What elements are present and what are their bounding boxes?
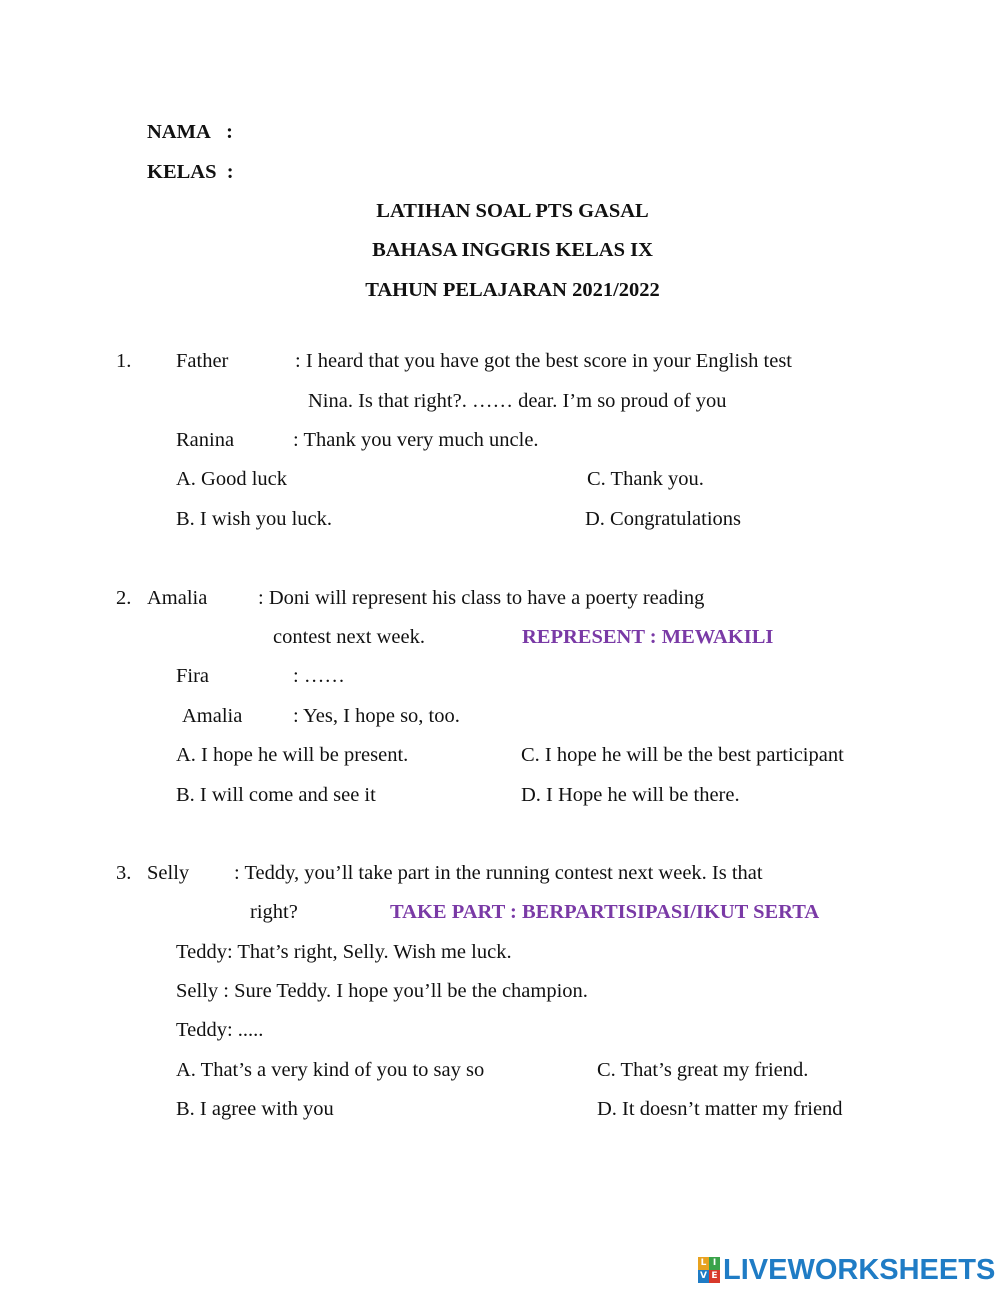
dialogue-line: contest next week. xyxy=(273,626,425,648)
option-c[interactable]: C. I hope he will be the best participant xyxy=(521,744,844,766)
option-d[interactable]: D. It doesn’t matter my friend xyxy=(597,1098,843,1120)
nama-label: NAMA : xyxy=(147,121,233,143)
question-number: 2. xyxy=(116,587,132,609)
option-d[interactable]: D. I Hope he will be there. xyxy=(521,784,740,806)
logo-letter: E xyxy=(709,1270,720,1283)
logo-letter: L xyxy=(698,1257,709,1270)
option-b[interactable]: B. I agree with you xyxy=(176,1098,334,1120)
dialogue-line: Nina. Is that right?. …… dear. I’m so proud of you xyxy=(308,390,727,412)
dialogue-line: : …… xyxy=(293,665,345,687)
title-line-2: BAHASA INGGRIS KELAS IX xyxy=(372,239,653,261)
speaker: Father xyxy=(176,350,229,372)
dialogue-line: Teddy: ..... xyxy=(176,1019,264,1041)
vocabulary-note: REPRESENT : MEWAKILI xyxy=(522,626,774,648)
dialogue-line: : Yes, I hope so, too. xyxy=(293,705,460,727)
speaker: Ranina xyxy=(176,429,235,451)
option-c[interactable]: C. That’s great my friend. xyxy=(597,1059,809,1081)
liveworksheets-logo[interactable] xyxy=(698,1254,995,1286)
option-a[interactable]: A. Good luck xyxy=(176,468,288,490)
kelas-label: KELAS : xyxy=(147,161,234,183)
option-b[interactable]: B. I will come and see it xyxy=(176,784,376,806)
option-c[interactable]: C. Thank you. xyxy=(587,468,704,490)
speaker: Fira xyxy=(176,665,210,687)
option-a[interactable]: A. I hope he will be present. xyxy=(176,744,409,766)
option-d[interactable]: D. Congratulations xyxy=(585,508,742,530)
logo-letter: I xyxy=(709,1257,720,1270)
option-a[interactable]: A. That’s a very kind of you to say so xyxy=(176,1059,485,1081)
logo-letter: V xyxy=(698,1270,709,1283)
dialogue-line: : Thank you very much uncle. xyxy=(293,429,539,451)
dialogue-line: Teddy: That’s right, Selly. Wish me luck. xyxy=(176,941,512,963)
logo-mark-icon xyxy=(698,1257,720,1283)
speaker: Amalia xyxy=(147,587,208,609)
title-line-1: LATIHAN SOAL PTS GASAL xyxy=(376,200,649,222)
question-number: 3. xyxy=(116,862,132,884)
dialogue-line: Selly : Sure Teddy. I hope you’ll be the champion. xyxy=(176,980,588,1002)
title-line-3: TAHUN PELAJARAN 2021/2022 xyxy=(365,279,660,301)
option-b[interactable]: B. I wish you luck. xyxy=(176,508,333,530)
logo-text: LIVEWORKSHEETS xyxy=(723,1253,996,1286)
vocabulary-note: TAKE PART : BERPARTISIPASI/IKUT SERTA xyxy=(390,901,820,923)
question-number: 1. xyxy=(116,350,132,372)
dialogue-line: : Teddy, you’ll take part in the running contest next week. Is that xyxy=(234,862,763,884)
dialogue-line: : I heard that you have got the best score in your English test xyxy=(295,350,793,372)
dialogue-line: : Doni will represent his class to have a poerty reading xyxy=(258,587,705,609)
dialogue-line: right? xyxy=(250,901,298,923)
speaker: Amalia xyxy=(182,705,243,727)
speaker: Selly xyxy=(147,862,190,884)
